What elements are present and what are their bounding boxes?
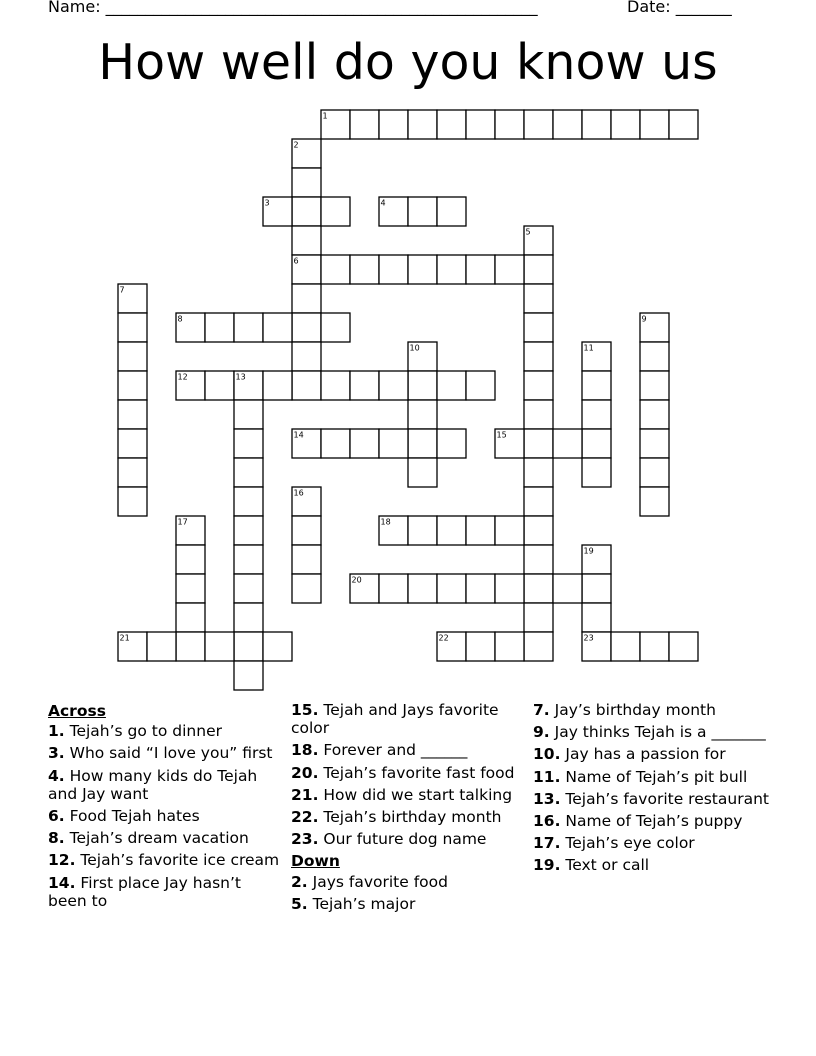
clue-text: Jay thinks Tejah is a _______: [554, 723, 766, 742]
clue-item: [48, 851, 280, 869]
clue-number-label: 18: [380, 517, 391, 527]
clue-number: 2.: [291, 872, 308, 891]
clue-item: [48, 829, 280, 847]
grid-cell[interactable]: [611, 632, 640, 661]
clue-text: Name of Tejah’s puppy: [565, 812, 743, 831]
grid-cell[interactable]: [234, 545, 263, 574]
grid-cell[interactable]: [437, 371, 466, 400]
grid-cell[interactable]: [437, 197, 466, 226]
clue-number-label: 12: [177, 372, 188, 382]
clue-number: 5.: [291, 894, 308, 913]
grid-cell[interactable]: [553, 574, 582, 603]
clue-number: 13.: [533, 789, 561, 808]
clue-item: [533, 856, 769, 874]
clue-text: Jays favorite food: [312, 872, 448, 891]
grid-cell[interactable]: [321, 429, 350, 458]
grid-cell[interactable]: [524, 342, 553, 371]
clue-column-1: [48, 701, 280, 914]
grid-cell[interactable]: [669, 110, 698, 139]
grid-cell[interactable]: [118, 313, 147, 342]
grid-cell[interactable]: [234, 574, 263, 603]
grid-cell[interactable]: [292, 574, 321, 603]
grid-cell[interactable]: [118, 342, 147, 371]
clue-number: 11.: [533, 767, 561, 786]
clue-item: [48, 722, 280, 740]
grid-cell[interactable]: [553, 429, 582, 458]
grid-cell[interactable]: [524, 284, 553, 313]
grid-cell[interactable]: [379, 429, 408, 458]
grid-cell[interactable]: [466, 110, 495, 139]
grid-cell[interactable]: [321, 255, 350, 284]
clue-number-label: 23: [583, 633, 594, 643]
clue-number: 15.: [291, 701, 319, 719]
grid-cell[interactable]: [205, 371, 234, 400]
clue-number: 20.: [291, 763, 319, 782]
clue-number-label: 15: [496, 430, 507, 440]
grid-cell[interactable]: [466, 574, 495, 603]
grid-cell[interactable]: [263, 632, 292, 661]
clue-column-3: [533, 701, 769, 879]
grid-cell[interactable]: [379, 255, 408, 284]
grid-cell[interactable]: [118, 429, 147, 458]
grid-cell[interactable]: [582, 574, 611, 603]
clue-item: [291, 830, 523, 848]
grid-cell[interactable]: [582, 603, 611, 632]
clue-text: Who said “I love you” first: [69, 744, 273, 763]
grid-cell[interactable]: [466, 516, 495, 545]
grid-cell[interactable]: [234, 661, 263, 690]
clue-text: Tejah’s go to dinner: [69, 722, 222, 741]
clue-number-label: 1: [322, 111, 328, 121]
clue-number-label: 9: [641, 314, 647, 324]
clue-item: [533, 701, 769, 719]
clue-item: [533, 768, 769, 786]
clue-number: 14.: [48, 873, 76, 892]
clue-text: Food Tejah hates: [69, 807, 200, 826]
grid-cell[interactable]: [292, 371, 321, 400]
clue-number-label: 16: [293, 488, 304, 498]
grid-cell[interactable]: [408, 574, 437, 603]
grid-cell[interactable]: [408, 516, 437, 545]
grid-cell[interactable]: [437, 429, 466, 458]
clue-number: 18.: [291, 741, 319, 760]
grid-cell[interactable]: [379, 371, 408, 400]
grid-cell[interactable]: [234, 458, 263, 487]
clue-number-label: 17: [177, 517, 188, 527]
clue-item: [291, 895, 523, 913]
grid-cell[interactable]: [234, 400, 263, 429]
grid-cell[interactable]: [205, 632, 234, 661]
grid-cell[interactable]: [495, 255, 524, 284]
grid-cell[interactable]: [408, 458, 437, 487]
grid-cell[interactable]: [321, 197, 350, 226]
clue-number-label: 19: [583, 546, 594, 556]
grid-cell[interactable]: [321, 371, 350, 400]
grid-cell[interactable]: [176, 545, 205, 574]
clue-number: 19.: [533, 856, 561, 875]
grid-cell[interactable]: [466, 371, 495, 400]
clue-number-label: 6: [293, 256, 299, 266]
grid-cell[interactable]: [553, 110, 582, 139]
page-title: How well do you know us: [98, 34, 718, 91]
grid-cell[interactable]: [118, 458, 147, 487]
clue-text: Jay’s birthday month: [554, 701, 716, 719]
grid-cell[interactable]: [524, 313, 553, 342]
clue-number-label: 5: [525, 227, 531, 237]
clue-text: Tejah and Jays favorite color: [291, 701, 499, 738]
clue-text: Tejah’s favorite ice cream: [80, 851, 280, 870]
clue-number: 17.: [533, 834, 561, 853]
grid-cell[interactable]: [437, 255, 466, 284]
clue-text: Forever and ______: [323, 741, 468, 760]
grid-cell[interactable]: [640, 487, 669, 516]
clue-text: First place Jay hasn’t been to: [48, 873, 241, 910]
clue-number-label: 14: [293, 430, 304, 440]
grid-cell[interactable]: [437, 516, 466, 545]
grid-cell[interactable]: [640, 400, 669, 429]
grid-cell[interactable]: [350, 429, 379, 458]
clue-item: [48, 744, 280, 762]
grid-cell[interactable]: [408, 429, 437, 458]
grid-cell[interactable]: [495, 574, 524, 603]
grid-cell[interactable]: [524, 458, 553, 487]
clue-text: How did we start talking: [323, 785, 513, 804]
grid-cell[interactable]: [524, 632, 553, 661]
grid-cell[interactable]: [640, 429, 669, 458]
grid-cell[interactable]: [582, 371, 611, 400]
clue-text: Tejah’s favorite fast food: [323, 763, 515, 782]
grid-cell[interactable]: [582, 400, 611, 429]
grid-cell[interactable]: [495, 516, 524, 545]
grid-cell[interactable]: [640, 371, 669, 400]
clue-number: 1.: [48, 722, 65, 741]
grid-cell[interactable]: [234, 487, 263, 516]
grid-cell[interactable]: [408, 371, 437, 400]
clue-number: 8.: [48, 829, 65, 848]
grid-cell[interactable]: [582, 429, 611, 458]
grid-cell[interactable]: [234, 516, 263, 545]
grid-cell[interactable]: [640, 458, 669, 487]
grid-cell[interactable]: [118, 371, 147, 400]
clue-number: 16.: [533, 812, 561, 831]
clue-number: 4.: [48, 766, 65, 785]
clue-number: 22.: [291, 808, 319, 827]
clue-number-label: 7: [119, 285, 125, 295]
grid-cell[interactable]: [408, 110, 437, 139]
grid-cell[interactable]: [466, 632, 495, 661]
clue-text: How many kids do Tejah and Jay want: [48, 766, 258, 803]
grid-cell[interactable]: [321, 313, 350, 342]
grid-cell[interactable]: [176, 574, 205, 603]
clue-item: [48, 874, 280, 910]
grid-cell[interactable]: [669, 632, 698, 661]
grid-cell[interactable]: [466, 255, 495, 284]
grid-cell[interactable]: [379, 110, 408, 139]
clue-item: [533, 723, 769, 741]
grid-cell[interactable]: [408, 197, 437, 226]
grid-cell[interactable]: [292, 545, 321, 574]
grid-cell[interactable]: [640, 342, 669, 371]
grid-cell[interactable]: [118, 400, 147, 429]
grid-cell[interactable]: [582, 110, 611, 139]
grid-cell[interactable]: [263, 371, 292, 400]
clue-number-label: 3: [264, 198, 270, 208]
grid-cell[interactable]: [292, 197, 321, 226]
name-field-label: Name: ______________________________________________________: [48, 0, 538, 16]
clue-text: Tejah’s major: [312, 894, 416, 913]
clue-number-label: 8: [177, 314, 183, 324]
clue-item: [48, 767, 280, 803]
clue-text: Name of Tejah’s pit bull: [565, 767, 748, 786]
grid-cell[interactable]: [379, 574, 408, 603]
clue-column-2: [291, 701, 523, 917]
grid-cell[interactable]: [234, 429, 263, 458]
grid-cell[interactable]: [205, 313, 234, 342]
grid-cell[interactable]: [524, 429, 553, 458]
clue-item: [291, 741, 523, 759]
clue-text: Tejah’s favorite restaurant: [565, 789, 769, 808]
clue-item: [291, 873, 523, 891]
clue-number: 6.: [48, 807, 65, 826]
grid-cell[interactable]: [292, 313, 321, 342]
clue-number-label: 13: [235, 372, 246, 382]
grid-cell[interactable]: [437, 574, 466, 603]
clue-number-label: 10: [409, 343, 420, 353]
clue-number: 9.: [533, 723, 550, 742]
grid-cell[interactable]: [524, 545, 553, 574]
clue-item: [291, 808, 523, 826]
grid-cell[interactable]: [118, 487, 147, 516]
clue-number: 12.: [48, 851, 76, 870]
grid-cell[interactable]: [437, 110, 466, 139]
grid-cell[interactable]: [582, 458, 611, 487]
grid-cell[interactable]: [640, 632, 669, 661]
clue-text: Our future dog name: [323, 830, 487, 849]
clue-item: [533, 745, 769, 763]
clue-text: Jay has a passion for: [565, 745, 726, 764]
clue-number: 23.: [291, 830, 319, 849]
clue-number: 3.: [48, 744, 65, 763]
clue-item: [48, 807, 280, 825]
grid-cell[interactable]: [234, 603, 263, 632]
grid-cell[interactable]: [350, 255, 379, 284]
grid-cell[interactable]: [176, 632, 205, 661]
clue-item: [291, 764, 523, 782]
grid-cell[interactable]: [408, 255, 437, 284]
grid-cell[interactable]: [234, 632, 263, 661]
clue-number-label: 4: [380, 198, 386, 208]
clue-number-label: 2: [293, 140, 299, 150]
grid-cell[interactable]: [524, 110, 553, 139]
clue-number-label: 20: [351, 575, 362, 585]
grid-cell[interactable]: [292, 284, 321, 313]
clue-item: [291, 701, 523, 737]
grid-cell[interactable]: [524, 255, 553, 284]
grid-cell[interactable]: [495, 632, 524, 661]
clue-number-label: 21: [119, 633, 130, 643]
clue-text: Text or call: [565, 856, 650, 875]
date-field-label: Date: _______: [627, 0, 732, 16]
clue-item: [533, 834, 769, 852]
grid-cell[interactable]: [524, 487, 553, 516]
grid-cell[interactable]: [292, 516, 321, 545]
grid-cell[interactable]: [611, 110, 640, 139]
grid-cell[interactable]: [524, 516, 553, 545]
grid-cell[interactable]: [176, 603, 205, 632]
clue-item: [291, 786, 523, 804]
grid-cell[interactable]: [524, 400, 553, 429]
grid-cell[interactable]: [350, 371, 379, 400]
grid-cell[interactable]: [524, 603, 553, 632]
down-heading: Down: [291, 852, 340, 871]
grid-cell[interactable]: [263, 313, 292, 342]
clue-number: 21.: [291, 785, 319, 804]
grid-cell[interactable]: [350, 110, 379, 139]
clue-number: 7.: [533, 701, 550, 719]
grid-cell[interactable]: [292, 342, 321, 371]
across-heading: Across: [48, 702, 106, 720]
clue-item: [533, 812, 769, 830]
grid-cell[interactable]: [495, 110, 524, 139]
clue-item: [533, 790, 769, 808]
clue-text: Tejah’s eye color: [565, 834, 695, 853]
clue-text: Tejah’s dream vacation: [69, 829, 249, 848]
grid-cell[interactable]: [524, 371, 553, 400]
grid-cell[interactable]: [292, 168, 321, 197]
grid-cell[interactable]: [640, 110, 669, 139]
grid-cell[interactable]: [292, 226, 321, 255]
clue-number-label: 22: [438, 633, 449, 643]
clue-number-label: 11: [583, 343, 594, 353]
clue-text: Tejah’s birthday month: [323, 808, 502, 827]
grid-cell[interactable]: [234, 313, 263, 342]
grid-cell[interactable]: [408, 400, 437, 429]
grid-cell[interactable]: [524, 574, 553, 603]
clue-number: 10.: [533, 745, 561, 764]
grid-cell[interactable]: [147, 632, 176, 661]
